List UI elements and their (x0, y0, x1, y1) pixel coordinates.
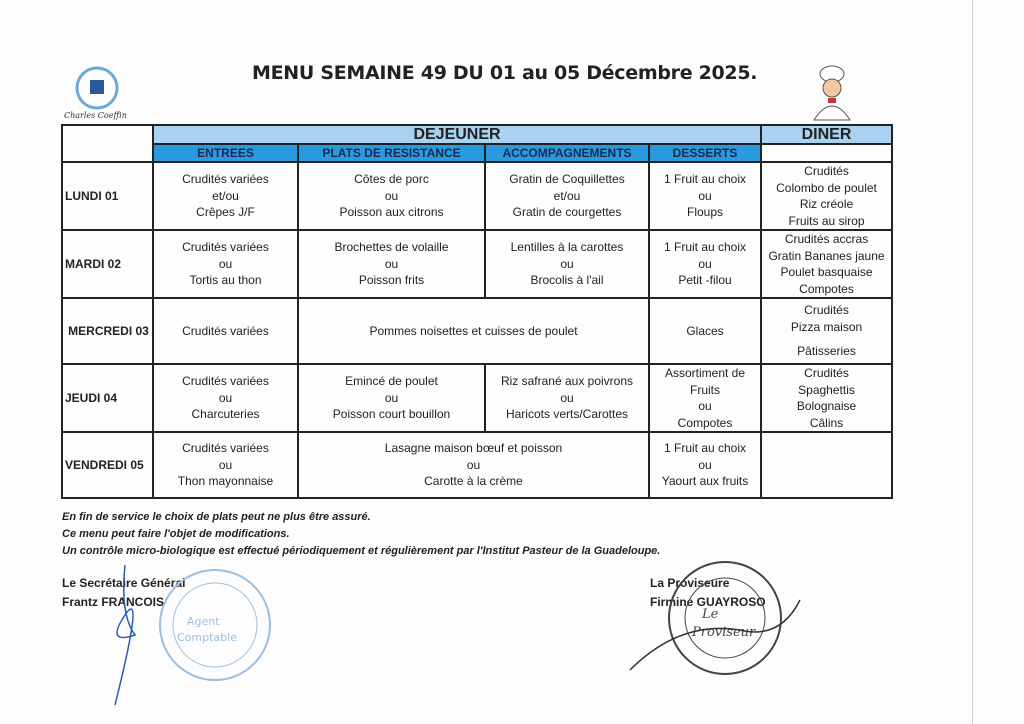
menu-line: ou (698, 399, 712, 413)
menu-line: Colombo de poulet (776, 180, 877, 195)
corner-cell (62, 125, 153, 162)
menu-line: Pâtisseries (797, 344, 856, 359)
desserts-cell (649, 298, 761, 364)
desserts-cell (649, 162, 761, 230)
note: Un contrôle micro-biologique est effectué périodiquement et régulièrement par l'Institut Pasteur de la Guadeloupe. (62, 545, 661, 557)
entrees-cell (153, 432, 298, 498)
menu-line: Crêpes J/F (196, 205, 255, 220)
menu-line: Crudités variées (182, 172, 269, 187)
menu-line: ou (560, 390, 574, 405)
menu-line: Brochettes de volaille (334, 240, 449, 255)
menu-line: Petit -filou (678, 273, 732, 288)
menu-line: Poisson frits (358, 273, 425, 288)
page-title: MENU SEMAINE 49 DU 01 au 05 Décembre 2025. (252, 62, 758, 84)
menu-line: Carotte à la crème (424, 474, 523, 489)
agent-comptable-stamp (95, 555, 285, 715)
svg-text:Comptable: Comptable (177, 631, 237, 644)
diner-cell (761, 364, 892, 432)
day-label: LUNDI 01 (62, 162, 153, 230)
menu-line: Crudités accras (784, 232, 869, 246)
desserts-cell (649, 364, 761, 432)
day-row (62, 364, 892, 432)
menu-line: Crudités variées (182, 323, 269, 338)
menu-line: Crudités variées (182, 374, 269, 389)
day-label: JEUDI 04 (62, 364, 153, 432)
menu-line: Compotes (799, 281, 854, 296)
diner-cell (761, 298, 892, 364)
menu-line: Emincé de poulet (345, 374, 438, 389)
menu-line: Assortiment de Fruits (664, 366, 746, 397)
menu-line: ou (218, 457, 233, 472)
entrees-cell (153, 162, 298, 230)
menu-line: Crudités (804, 366, 849, 380)
menu-line: Gratin de Coquillettes (509, 172, 625, 187)
diner-cell (761, 230, 892, 298)
menu-line: Gratin de courgettes (512, 205, 622, 220)
day-label: MARDI 02 (62, 230, 153, 298)
menu-line: Riz créole (799, 197, 854, 211)
menu-line: Thon mayonnaise (177, 474, 274, 489)
menu-line: Pizza maison (790, 319, 863, 334)
diner-subheader (761, 144, 892, 162)
svg-text:Le: Le (702, 607, 719, 622)
proviseur-stamp (620, 560, 820, 690)
menu-line: ou (218, 390, 233, 405)
menu-line: Poisson aux citrons (339, 205, 444, 220)
menu-line: et/ou (553, 188, 581, 203)
menu-line: Tortis au thon (189, 273, 262, 288)
menu-line: Poisson court bouillon (332, 407, 451, 422)
menu-line (762, 335, 891, 343)
menu-line: Riz safrané aux poivrons (500, 374, 634, 389)
signatory-role: Le Secrétaire Général (62, 576, 186, 590)
menu-line: Gratin Bananes jaune (768, 248, 885, 263)
menu-line: Côtes de porc (354, 172, 429, 187)
chef-icon (800, 62, 860, 122)
day-label: VENDREDI 05 (62, 432, 153, 498)
menu-line: Charcuteries (191, 407, 260, 422)
entrees-cell (153, 298, 298, 364)
accompagnements-cell (485, 364, 649, 432)
plats-cell (298, 162, 485, 230)
menu-table (61, 124, 893, 499)
menu-line: et/ou (212, 188, 239, 203)
svg-text:Charles Coeffin: Charles Coeffin (64, 111, 127, 120)
menu-line: Yaourt aux fruits (661, 474, 749, 489)
menu-line: Crudités variées (182, 441, 269, 456)
plats-accompagnements-cell (298, 432, 649, 498)
diner-cell (761, 432, 892, 498)
entrees-header: ENTREES (153, 144, 298, 162)
menu-line: ou (698, 188, 712, 203)
dejeuner-header: DEJEUNER (153, 125, 761, 144)
svg-text:Proviseur: Proviseur (692, 625, 756, 640)
signatory-role: La Proviseure (650, 576, 730, 590)
menu-line: ou (384, 188, 399, 203)
menu-line: Câlins (809, 415, 844, 430)
menu-line: ou (384, 256, 399, 271)
accompagnements-cell (485, 162, 649, 230)
menu-line: ou (466, 457, 481, 472)
menu-line: Compotes (677, 415, 733, 430)
plats-cell (298, 364, 485, 432)
menu-line: ou (698, 256, 712, 271)
menu-line: 1 Fruit au choix (663, 172, 747, 187)
day-row (62, 162, 892, 230)
menu-line: Crudités variées (182, 240, 269, 255)
day-row (62, 230, 892, 298)
menu-line: Glaces (686, 323, 724, 338)
menu-line: ou (218, 256, 233, 271)
svg-text:Agent: Agent (187, 615, 220, 628)
plats-accompagnements-cell (298, 298, 649, 364)
notes (62, 509, 660, 560)
menu-line: Fruits au sirop (788, 213, 865, 228)
diner-header: DINER (761, 125, 892, 144)
school-logo (62, 58, 132, 120)
entrees-cell (153, 230, 298, 298)
desserts-cell (649, 230, 761, 298)
desserts-header: DESSERTS (649, 144, 761, 162)
note: Ce menu peut faire l'objet de modifications. (62, 528, 290, 540)
menu-line: Spaghettis (798, 382, 855, 397)
signatory-name: Frantz FRANCOIS (62, 595, 164, 609)
menu-line: Crudités (804, 164, 849, 178)
menu-line: Lentilles à la carottes (510, 240, 624, 255)
menu-line: Crudités (804, 303, 849, 318)
menu-line: ou (560, 256, 574, 271)
accompagnements-header: ACCOMPAGNEMENTS (485, 144, 649, 162)
signatory-name: Firmine GUAYROSO (650, 595, 766, 609)
note: En fin de service le choix de plats peut ne plus être assuré. (62, 511, 371, 523)
menu-line: Poulet basquaise (780, 265, 873, 279)
day-label: MERCREDI 03 (62, 298, 153, 364)
menu-line: 1 Fruit au choix (663, 240, 747, 255)
day-row (62, 432, 892, 498)
accompagnements-cell (485, 230, 649, 298)
menu-line: Bolognaise (796, 399, 857, 413)
menu-line: Pommes noisettes et cuisses de poulet (369, 323, 578, 338)
plats-header: PLATS DE RESISTANCE (298, 144, 485, 162)
desserts-cell (649, 432, 761, 498)
menu-line: Lasagne maison bœuf et poisson (384, 441, 563, 456)
menu-line: ou (384, 390, 399, 405)
menu-line: ou (698, 457, 712, 472)
menu-line: 1 Fruit au choix (663, 441, 747, 456)
menu-line: Floups (686, 205, 724, 220)
entrees-cell (153, 364, 298, 432)
menu-line: Brocolis à l'ail (530, 273, 604, 288)
diner-cell (761, 162, 892, 230)
day-row (62, 298, 892, 364)
menu-line: Haricots verts/Carottes (505, 407, 629, 422)
plats-cell (298, 230, 485, 298)
scan-edge (972, 0, 973, 724)
